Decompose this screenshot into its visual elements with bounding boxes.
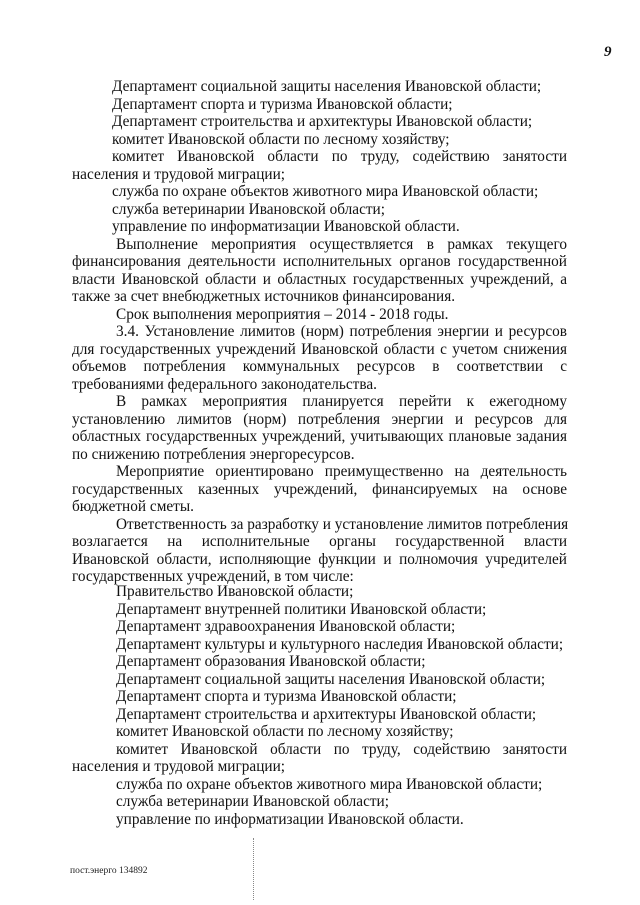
text-line: Срок выполнения мероприятия – 2014 - 2018 годы. (116, 305, 449, 323)
page-number: 9 (604, 44, 612, 60)
text-line: комитет Ивановской области по лесному хозяйству; (116, 723, 454, 740)
text-line: по снижению потребления энергоресурсов. (72, 445, 355, 463)
text-line: 3.4. Установление лимитов (норм) потребления энергии и ресурсов (116, 323, 567, 340)
text-line: для государственных учреждений Ивановской области с учетом снижения (72, 340, 567, 358)
text-line: служба ветеринарии Ивановской области; (116, 793, 389, 810)
text-line: государственных учреждений, в том числе: (72, 568, 354, 585)
text-line: власти Ивановской области и областных государственных учреждений, а (72, 270, 567, 288)
text-line: Мероприятие ориентировано преимущественно на деятельность (116, 463, 567, 480)
text-line: областных государственных учреждений, учитывающих плановые задания (72, 428, 567, 445)
text-line: населения и трудовой миграции; (72, 165, 286, 183)
text-line: служба по охране объектов животного мира Ивановской области; (112, 183, 539, 200)
text-line: служба ветеринарии Ивановской области; (112, 200, 385, 218)
text-line: Департамент строительства и архитектуры Ивановской области; (112, 113, 533, 130)
footer-file-reference: пост.энерго 134892 (70, 866, 148, 876)
text-line: комитет Ивановской области по труду, содействию занятости (112, 148, 567, 165)
text-line: Департамент спорта и туризма Ивановской области; (116, 688, 457, 705)
text-line: Ивановской области, исполняющие функции и полномочия учредителей (72, 550, 567, 568)
text-line: служба по охране объектов животного мира Ивановской области; (116, 775, 543, 793)
text-line: бюджетной сметы. (72, 498, 194, 515)
text-line: Департамент социальной защиты населения Ивановской области; (112, 78, 542, 95)
text-line: Департамент спорта и туризма Ивановской области; (112, 95, 453, 113)
text-line: Правительство Ивановской области; (116, 583, 354, 600)
text-line: установлению лимитов (норм) потребления энергии и ресурсов для (72, 410, 567, 428)
text-line: Департамент социальной защиты населения Ивановской области; (116, 670, 546, 688)
text-line: объемов потребления коммунальных ресурсов в соответствии с (72, 358, 567, 375)
document-body-top (72, 78, 567, 586)
text-line: Департамент культуры и культурного наследия Ивановской области; (116, 635, 564, 653)
text-line: населения и трудовой миграции; (72, 758, 286, 775)
text-line: Выполнение мероприятия осуществляется в рамках текущего (116, 235, 567, 253)
text-line: также за счет внебюджетных источников финансирования. (72, 288, 456, 305)
text-line: Департамент строительства и архитектуры Ивановской области; (116, 705, 537, 723)
text-line: возлагается на исполнительные органы государственной власти (72, 533, 567, 550)
text-line: финансирования деятельности исполнительных органов государственной (72, 253, 567, 270)
text-line: Департамент образования Ивановской области; (116, 653, 426, 670)
text-line: В рамках мероприятия планируется перейти к ежегодному (116, 393, 567, 410)
text-line: Ответственность за разработку и установление лимитов потребления (116, 515, 569, 533)
text-line: Департамент внутренней политики Ивановской области; (116, 600, 487, 618)
text-line: управление по информатизации Ивановской области. (112, 218, 460, 235)
document-body-bottom (72, 583, 567, 828)
text-line: государственных казенных учреждений, финансируемых на основе (72, 480, 567, 498)
text-line: комитет Ивановской области по лесному хозяйству; (112, 130, 450, 148)
text-line: управление по информатизации Ивановской области. (116, 810, 464, 828)
text-line: требованиями федерального законодательства. (72, 375, 378, 393)
text-line: комитет Ивановской области по труду, содействию занятости (116, 740, 567, 758)
scan-fold-mark (253, 838, 254, 900)
text-line: Департамент здравоохранения Ивановской области; (116, 618, 456, 635)
